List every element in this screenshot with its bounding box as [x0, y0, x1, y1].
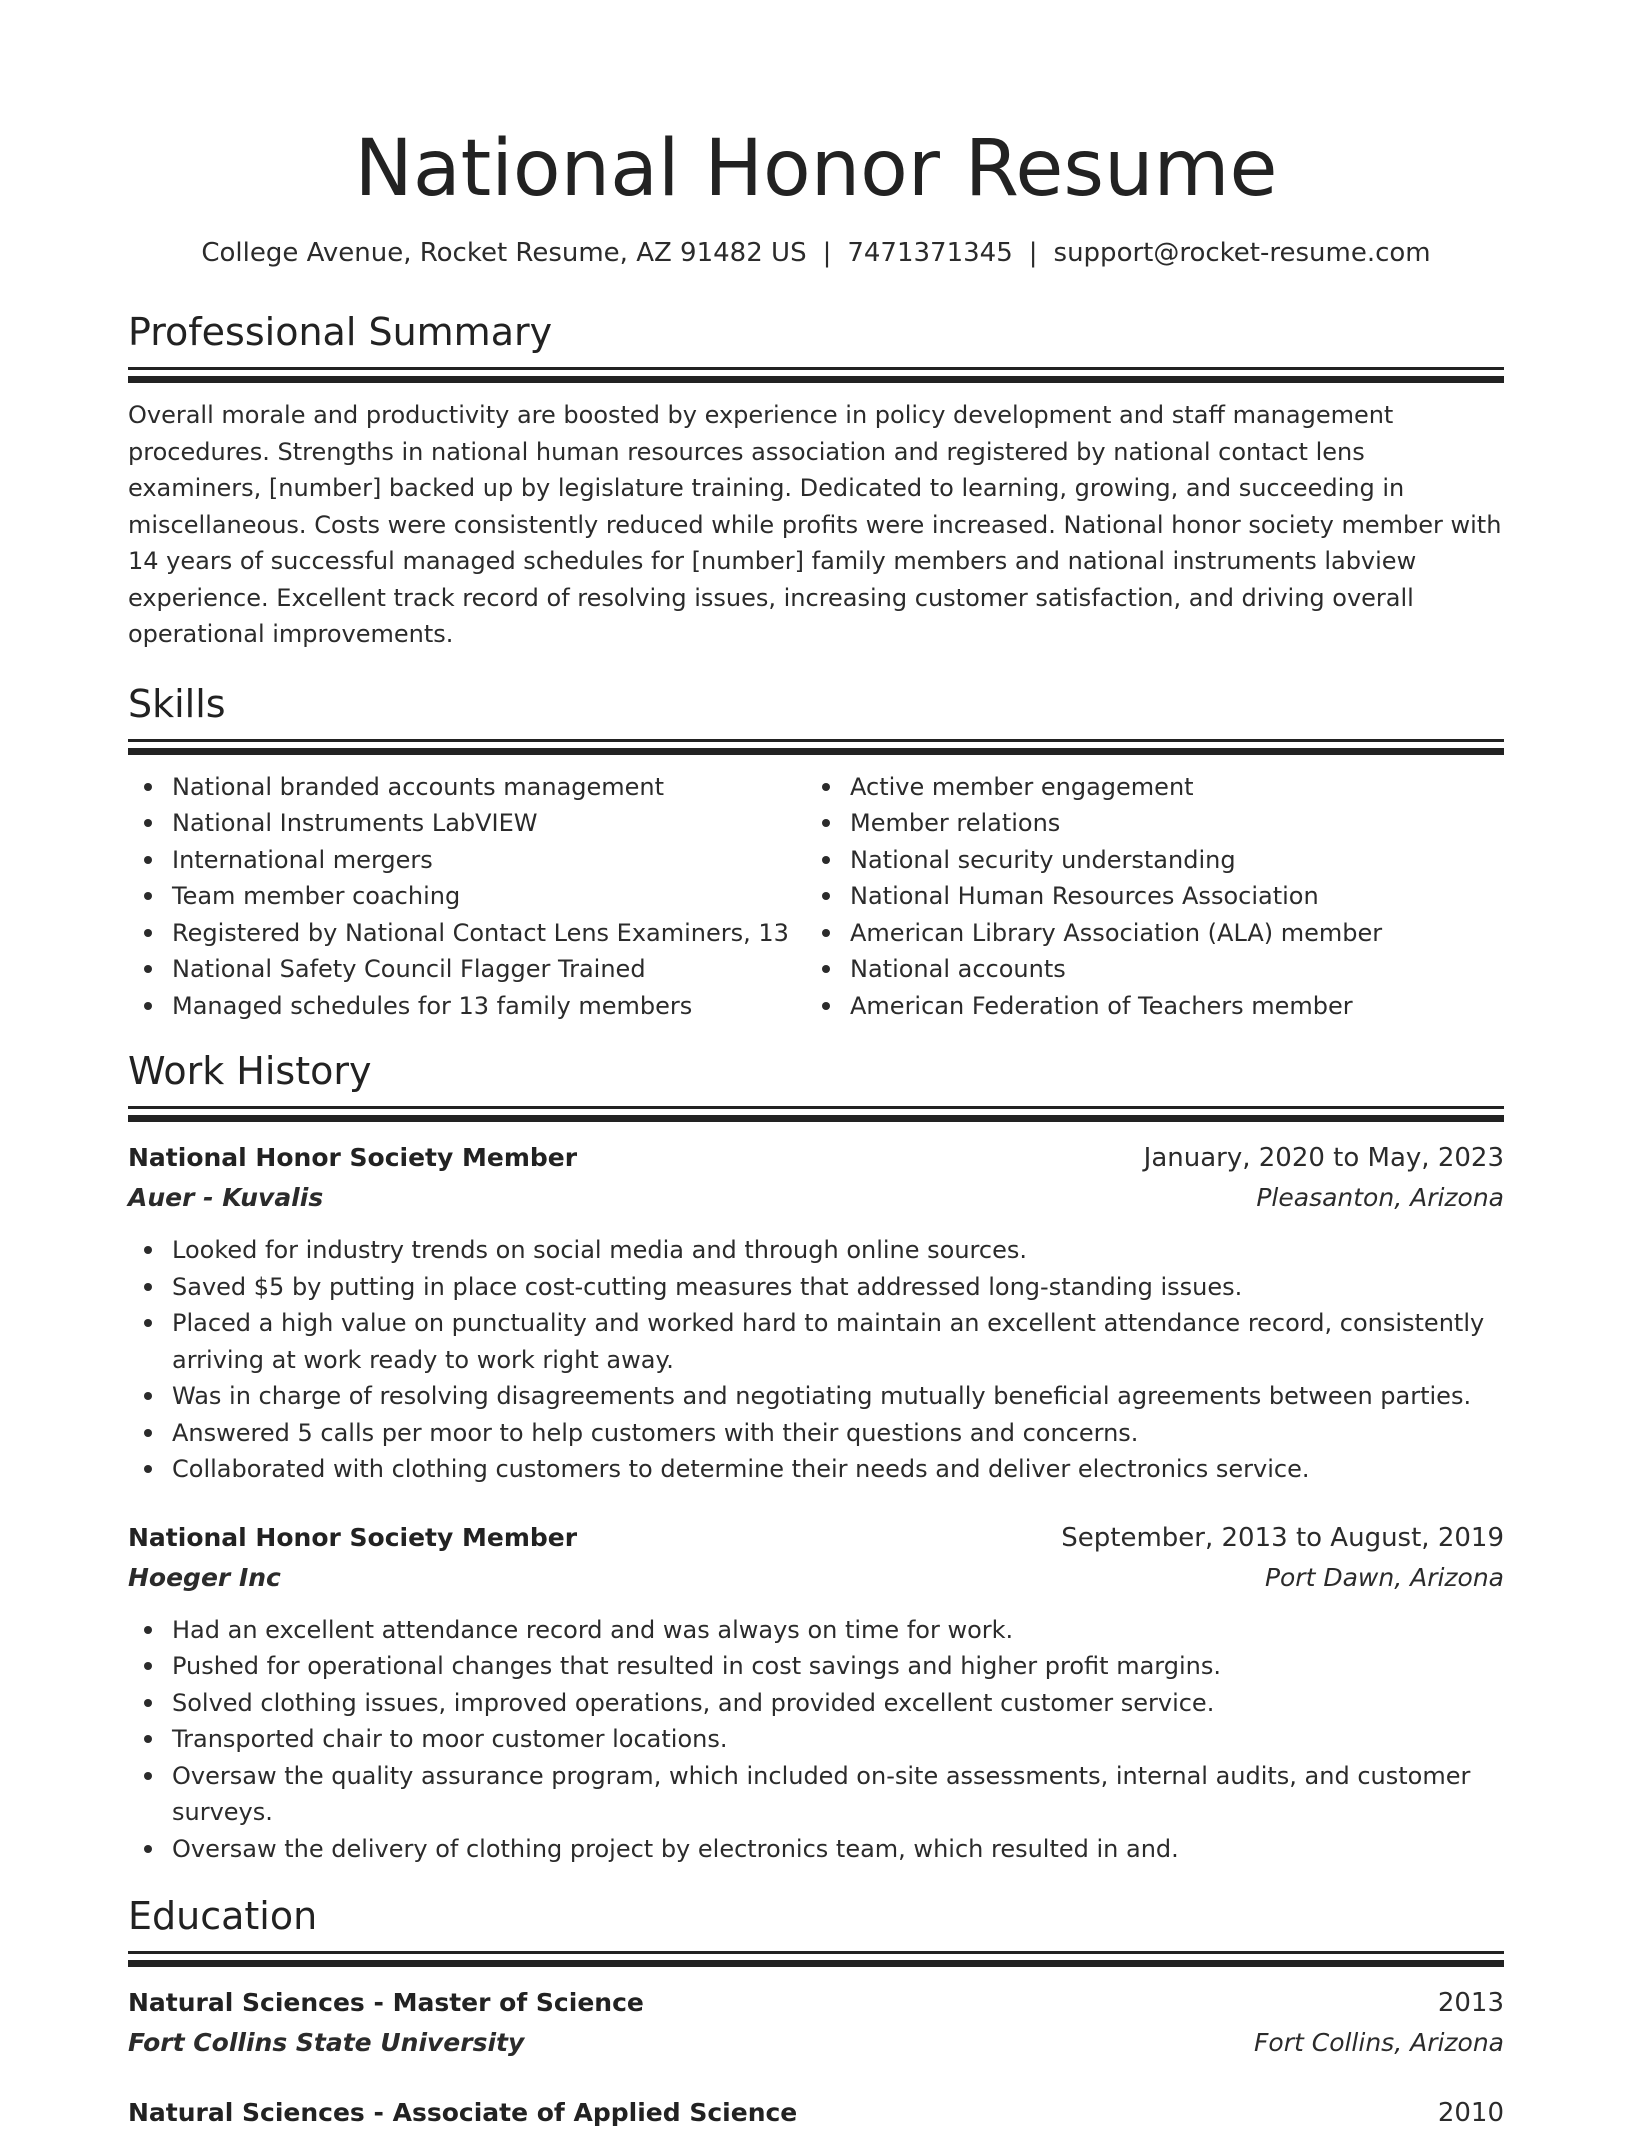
section-divider	[128, 748, 1504, 755]
section-divider	[128, 376, 1504, 383]
job-dates: September, 2013 to August, 2019	[1061, 1522, 1504, 1553]
section-divider	[128, 1960, 1504, 1967]
skill-item: International mergers	[172, 842, 806, 879]
education-header	[128, 2093, 1504, 2133]
skills-list-left	[128, 769, 806, 1025]
skill-item: American Library Association (ALA) member	[850, 915, 1484, 952]
section-divider	[128, 1115, 1504, 1122]
contact-email[interactable]: support@rocket-resume.com	[1053, 238, 1431, 268]
job-bullet: Solved clothing issues, improved operations, and provided excellent customer service.	[172, 1685, 1504, 1722]
job-location: Port Dawn, Arizona	[1264, 1562, 1504, 1592]
contact-line	[128, 235, 1504, 271]
job-bullet: Saved $5 by putting in place cost-cutting measures that addressed long-standing issues.	[172, 1269, 1504, 1306]
job-bullets	[128, 1612, 1504, 1868]
education-degree: Natural Sciences - Master of Science	[128, 1988, 644, 2017]
job-bullet: Oversaw the quality assurance program, which included on-site assessments, internal audits, and customer surveys.	[172, 1758, 1504, 1831]
skill-item: National security understanding	[850, 842, 1484, 879]
job-location: Pleasanton, Arizona	[1256, 1183, 1504, 1212]
job-subheader	[128, 1558, 1504, 1598]
job-bullet: Collaborated with clothing customers to determine their needs and deliver electronics service.	[172, 1451, 1504, 1488]
skill-item: National Instruments LabVIEW	[172, 805, 806, 842]
skill-item: Member relations	[850, 805, 1484, 842]
work-heading: Work History	[128, 1049, 372, 1093]
skill-item: National Safety Council Flagger Trained	[172, 951, 806, 988]
contact-separator: |	[822, 238, 832, 268]
skills-section	[128, 681, 1504, 1025]
skills-column-right	[806, 769, 1484, 1025]
job-bullet: Pushed for operational changes that resulted in cost savings and higher profit margins.	[172, 1648, 1504, 1685]
resume-name: National Honor Resume	[354, 124, 1278, 214]
skill-item: American Federation of Teachers member	[850, 988, 1484, 1025]
job-dates: January, 2020 to May, 2023	[1143, 1143, 1504, 1173]
skill-item: Registered by National Contact Lens Examiners, 13	[172, 915, 806, 952]
education-header	[128, 1983, 1504, 2023]
job-bullet: Oversaw the delivery of clothing project by electronics team, which resulted in and.	[172, 1831, 1504, 1868]
contact-address: College Avenue, Rocket Resume, AZ 91482 US	[201, 238, 807, 268]
skills-columns	[128, 769, 1504, 1025]
education-subheader	[128, 2023, 1504, 2063]
skills-list-right	[806, 769, 1484, 1025]
job-title: National Honor Society Member	[128, 1522, 578, 1552]
job-subheader	[128, 1178, 1504, 1218]
education-entry	[128, 2093, 1504, 2133]
job-bullet: Looked for industry trends on social media and through online sources.	[172, 1232, 1504, 1269]
section-divider	[128, 1106, 1504, 1109]
contact-phone: 7471371345	[847, 238, 1013, 268]
job-bullets	[128, 1232, 1504, 1488]
job-entry	[128, 1138, 1504, 1488]
summary-heading: Professional Summary	[128, 310, 553, 354]
job-company: Hoeger Inc	[128, 1562, 281, 1592]
section-divider	[128, 367, 1504, 370]
skill-item: Managed schedules for 13 family members	[172, 988, 806, 1025]
education-heading: Education	[128, 1894, 318, 1938]
job-entry	[128, 1518, 1504, 1868]
education-school: Fort Collins State University	[128, 2028, 525, 2057]
education-year: 2013	[1437, 1988, 1504, 2018]
summary-section	[128, 309, 1504, 653]
skill-item: National Human Resources Association	[850, 878, 1484, 915]
education-year: 2010	[1437, 2098, 1504, 2128]
skill-item: Active member engagement	[850, 769, 1484, 806]
skill-item: Team member coaching	[172, 878, 806, 915]
skills-heading: Skills	[128, 681, 226, 726]
job-bullet: Was in charge of resolving disagreements and negotiating mutually beneficial agreements between parties.	[172, 1378, 1504, 1415]
work-section	[128, 1048, 1504, 1867]
skills-column-left	[128, 769, 806, 1025]
education-location: Fort Collins, Arizona	[1254, 2028, 1504, 2057]
job-bullet: Transported chair to moor customer locations.	[172, 1721, 1504, 1758]
job-header	[128, 1138, 1504, 1178]
skill-item: National accounts	[850, 951, 1484, 988]
resume-page	[128, 0, 1504, 2133]
job-bullet: Placed a high value on punctuality and worked hard to maintain an excellent attendance record, consistently arriving at work ready to work right away.	[172, 1305, 1504, 1378]
section-divider	[128, 1951, 1504, 1954]
skill-item: National branded accounts management	[172, 769, 806, 806]
education-entry	[128, 1983, 1504, 2063]
section-divider	[128, 739, 1504, 742]
job-company: Auer - Kuvalis	[128, 1183, 324, 1212]
job-title: National Honor Society Member	[128, 1143, 578, 1172]
job-bullet: Had an excellent attendance record and was always on time for work.	[172, 1612, 1504, 1649]
education-section	[128, 1893, 1504, 2133]
job-header	[128, 1518, 1504, 1558]
contact-separator: |	[1028, 238, 1038, 268]
education-degree: Natural Sciences - Associate of Applied Science	[128, 2098, 798, 2127]
summary-text: Overall morale and productivity are boosted by experience in policy development and staff management procedures. Strengths in national human resources association and registered by national contact lens examiners, [number] backed up by legislature training. Dedicated to learning, growing, and succeeding in miscellaneous. Costs were consistently reduced while profits were increased. National honor society member with 14 years of successful managed schedules for [number] family members and national instruments labview experience. Excellent track record of resolving issues, increasing customer satisfaction, and driving overall operational improvements.	[128, 401, 1502, 648]
job-bullet: Answered 5 calls per moor to help customers with their questions and concerns.	[172, 1415, 1504, 1452]
